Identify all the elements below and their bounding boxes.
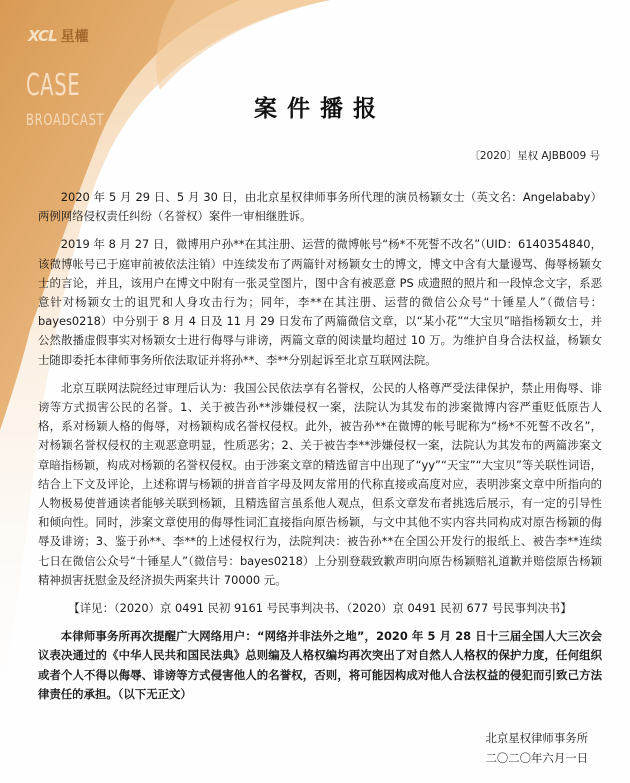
case-label: CASE [26,68,81,103]
document-number: 〔2020〕星权 AJBB009 号 [469,150,600,162]
paragraph-ruling: 北京互联网法院经过审理后认为：我国公民依法享有名誉权，公民的人格尊严受法律保护，禁止用侮辱、诽谤等方式损害公民的名誉。1、关于被告孙**涉嫌侵权一案，法院认为其发布的涉案微博内容严重贬低原告人格，系对杨颖人格的侮辱，对杨颖构成名誉权侵权。此外，被告孙**在微博的帐号昵称为“杨*不死誓不改名”，对杨颖名誉权侵权的主观恶意明显，性质恶劣；2、关于被告李**涉嫌侵权一案，法院认为其发布的两篇涉案文章暗指杨颖，构成对杨颖的名誉权侵权。由于涉案文章的精选留言中出现了“yy”“天宝”“大宝贝”等关联性词语，结合上下文及评论，上述称谓与杨颖的拼音首字母及网友常用的代称直接或高度对应，表明涉案文章中所指向的人物极易使普通读者能够关联到杨颖，且精选留言虽系他人观点，但系文章发布者挑选后展示，有一定的引导性和倾向性。同时，涉案文章使用的侮辱性词汇直接指向原告杨颖，与文中其他不实内容共同构成对原告杨颖的侮辱及诽谤；3、鉴于孙**、李**的上述侵权行为，法院判决：被告孙**在全国公开发行的报纸上、被告李**连续七日在微信公众号“十锤星人”（微信号：bayes0218）上分别登载致歉声明向原告杨颖赔礼道歉并赔偿原告杨颖精神损害抚慰金及经济损失两案共计 70000 元。 [38,380,602,587]
paragraph-facts: 2019 年 8 月 27 日，微博用户孙**在其注册、运营的微博帐号“杨*不死誓不改名”（UID：6140354840，该微博帐号已于庭审前被依法注销）中连续发布了两篇针对杨颖女士的博文，博文中含有大量谩骂、侮辱杨颖女士的言论，并且，该用户在博文中附有一张灵堂图片，图中含有被恶意 PS 成遗照的照片和一段悼念文字，系恶意针对杨颖女士的诅咒和人身攻击行为；同年，李**在其注册、运营的微信公众号“十锤星人”（微信号：bayes0218）中分别于 8 月 4 日及 11 月 29 日发布了两篇微信文章，以“某小花”“大宝贝”暗指杨颖女士，并公然散播虚假事实对杨颖女士进行侮辱与诽谤，两篇文章的阅读量均超过 10 万。为维护自身合法权益，杨颖女士随即委托本律师事务所依法取证并将孙**、李**分别起诉至北京互联网法院。 [38,237,602,367]
broadcast-label: BROADCAST [26,110,105,129]
logo-chinese: 星權 [60,29,89,45]
document-body [38,188,602,713]
page-title: 案件播报 [254,96,386,122]
signature-block [485,728,588,768]
logo-mark: XCL [28,27,57,45]
paragraph-intro: 2020 年 5 月 29 日、5 月 30 日，由北京星权律师事务所代理的演员杨颖女士（英文名：Angelababy）两例网络侵权责任纠纷（名誉权）案件一审相继胜诉。 [38,190,602,224]
signature-date: 二〇二〇年六月一日 [485,751,588,765]
paragraph-closing: 本律师事务所再次提醒广大网络用户：“网络并非法外之地”，2020 年 5 月 28 日十三届全国人大三次会议表决通过的《中华人民共和国民法典》总则编及人格权编均再次突出了对自然人人格权的保护力度，任何组织或者个人不得以侮辱、诽谤等方式侵害他人的名誉权，否则，将可能因构成对他人合法权益的侵犯而引致己方法律责任的承担。（以下无正文） [38,629,602,701]
brand-logo [28,26,89,46]
law-firm-name: 北京星权律师事务所 [485,731,588,745]
judgment-citation: 【详见：（2020）京 0491 民初 9161 号民事判决书、（2020）京 0491 民初 677 号民事判决书】 [68,601,572,616]
